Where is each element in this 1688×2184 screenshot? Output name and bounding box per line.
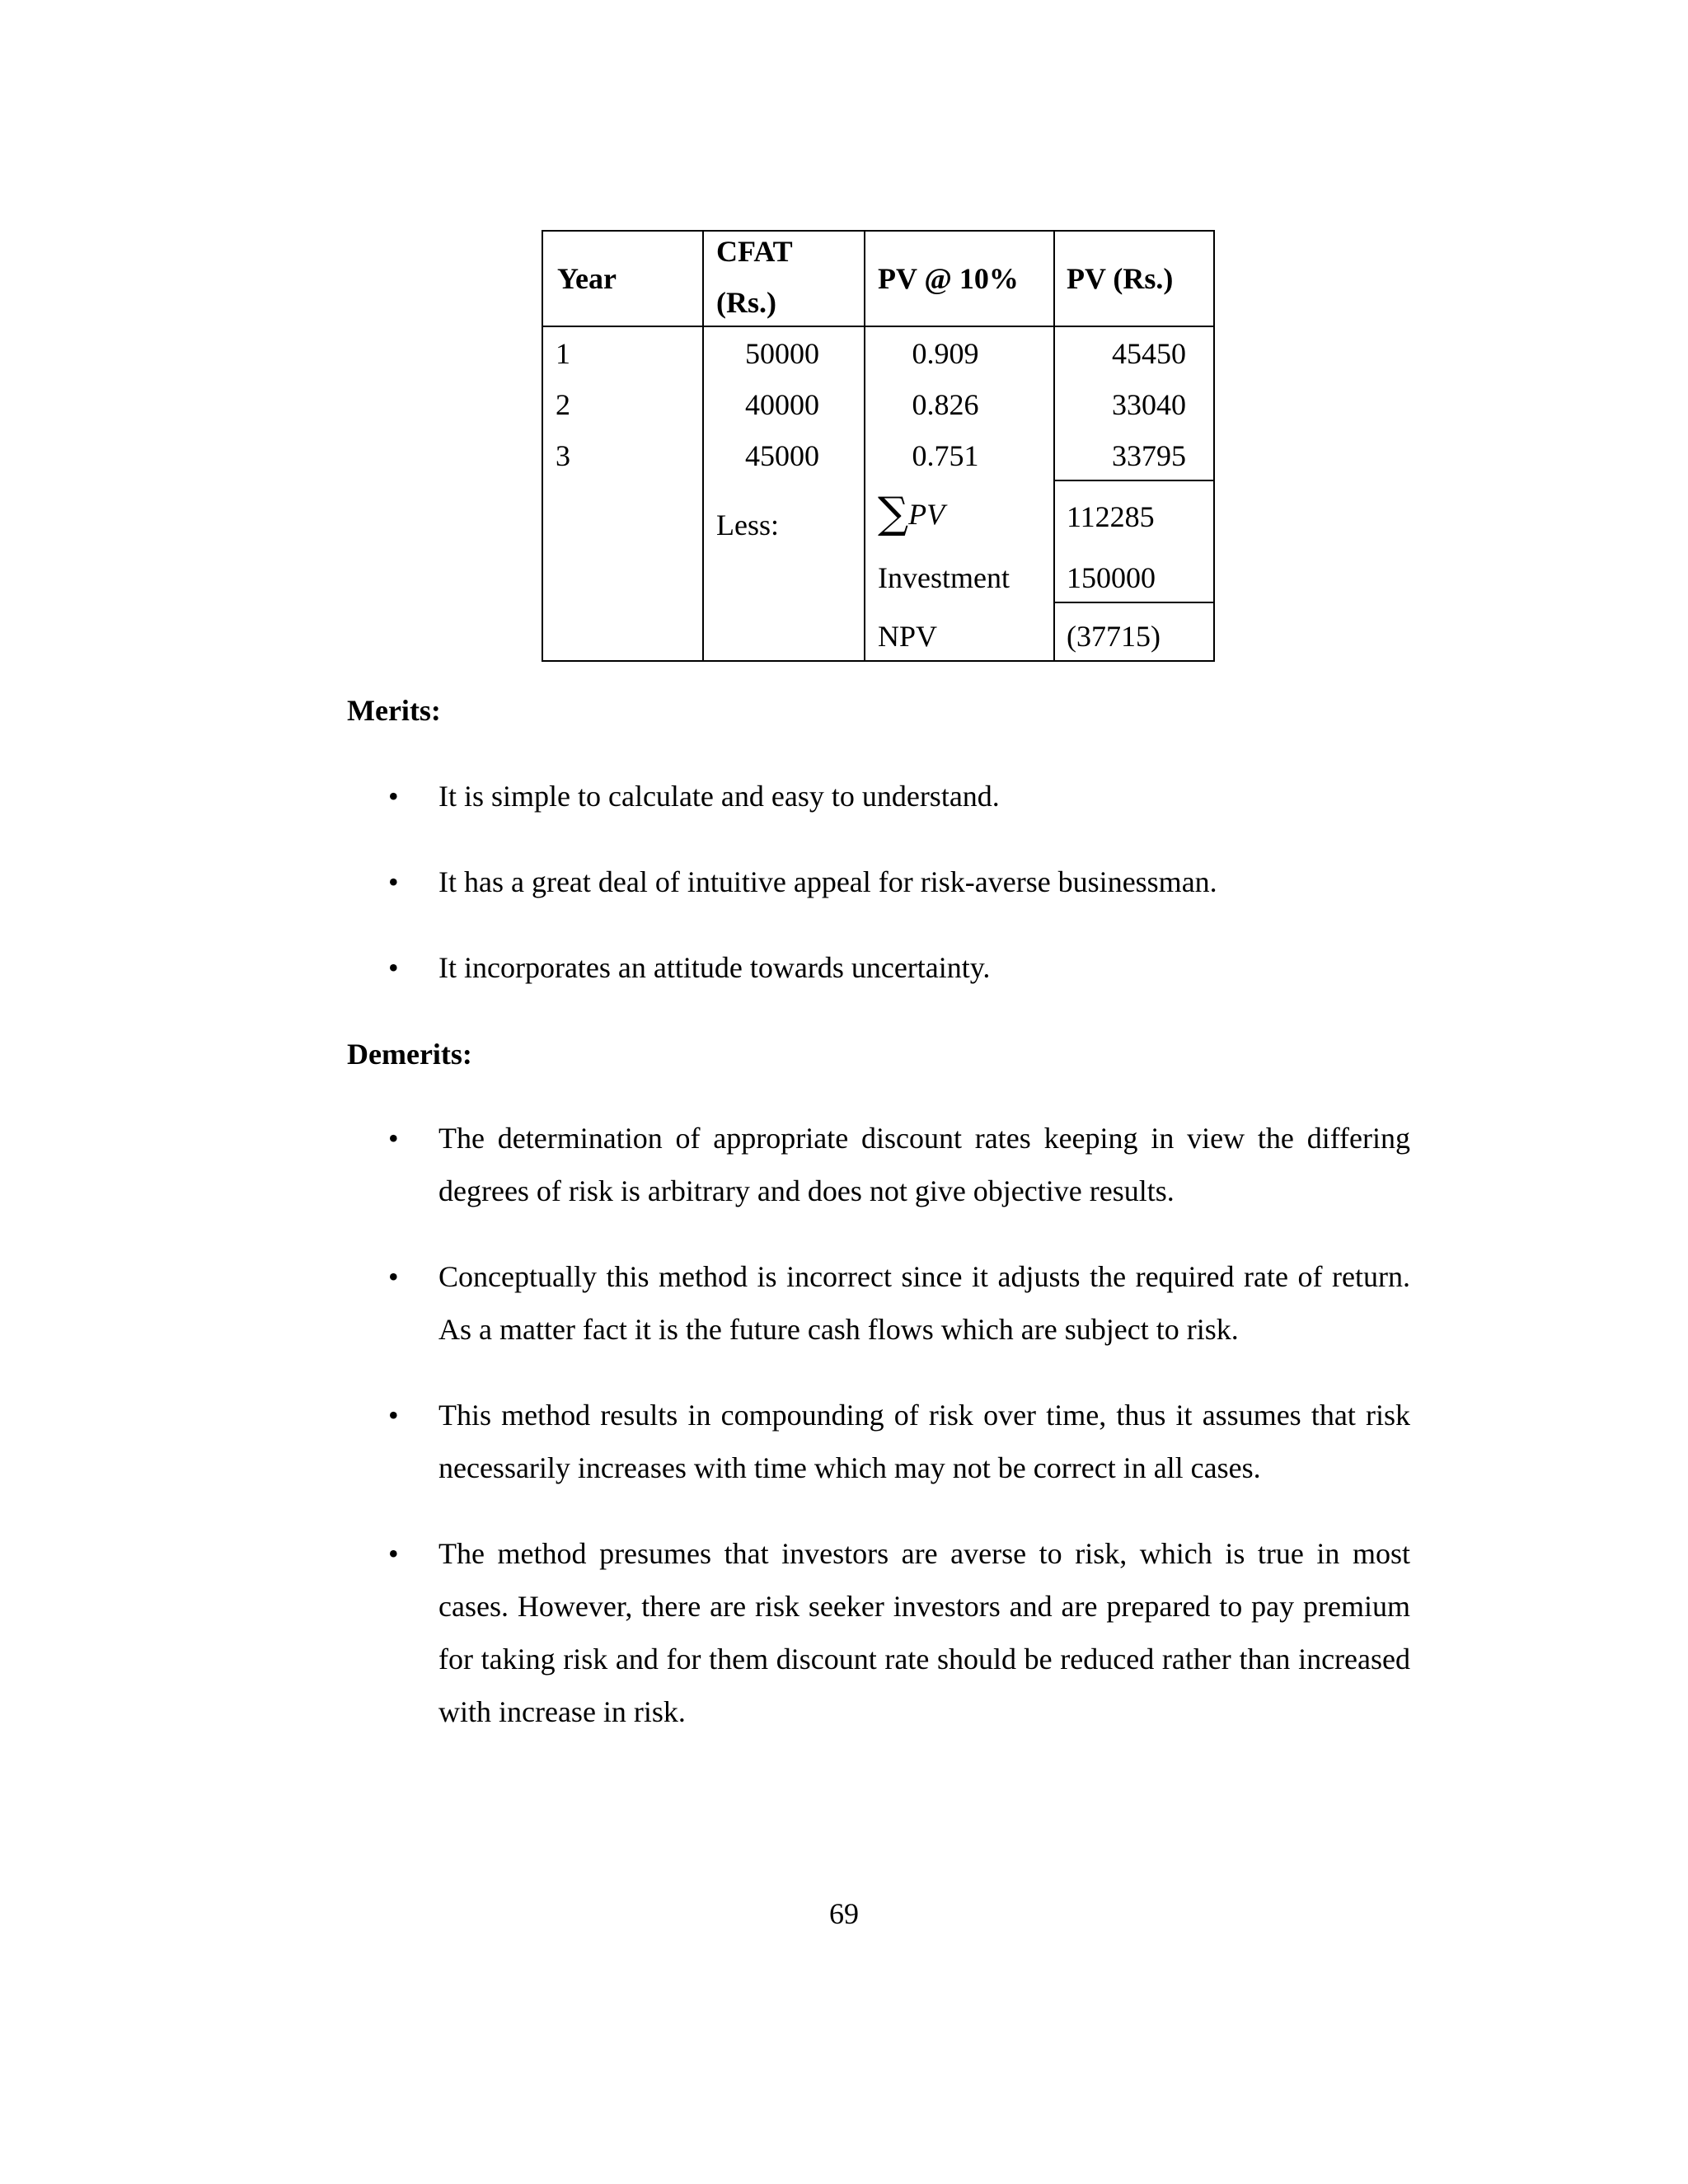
- merit-text: It has a great deal of intuitive appeal for risk-averse businessman.: [438, 865, 1217, 898]
- bullet-icon: •: [388, 1122, 399, 1155]
- sum-pv-label: [878, 487, 945, 541]
- merit-text: It is simple to calculate and easy to understand.: [438, 780, 1000, 813]
- npv-table: [542, 230, 1215, 662]
- bullet-icon: •: [388, 1537, 399, 1570]
- bullet-icon: •: [388, 1260, 399, 1293]
- page-number: 69: [829, 1897, 859, 1930]
- sum-pv-text: PV: [908, 498, 945, 531]
- row-pv-amount: 33795: [1112, 439, 1186, 472]
- merits-heading: Merits:: [347, 694, 441, 727]
- demerit-text: The method presumes that investors are averse to risk, which is true in most cases. However, there are risk seeker investors and are prepared to pay premium for taking risk and for them discount rate should be reduced rather than increased with increase in risk.: [438, 1537, 1410, 1728]
- row-pv-amount: 45450: [1112, 337, 1186, 370]
- header-year: Year: [557, 262, 617, 295]
- bullet-icon: •: [388, 1399, 399, 1432]
- demerit-text: Conceptually this method is incorrect since it adjusts the required rate of return. As a matter fact it is the future cash flows which are subject to risk.: [438, 1260, 1410, 1346]
- row-cfat: 40000: [745, 388, 819, 421]
- demerit-text: The determination of appropriate discount rates keeping in view the differing degrees of risk is arbitrary and does not give objective results.: [438, 1122, 1410, 1207]
- row-cfat: 45000: [745, 439, 819, 472]
- header-cfat: CFAT: [716, 235, 793, 268]
- header-pv-amount: PV (Rs.): [1067, 262, 1174, 295]
- npv-value: (37715): [1067, 620, 1160, 653]
- sum-pv-value: 112285: [1067, 500, 1155, 533]
- bullet-icon: •: [388, 951, 399, 984]
- demerits-heading: Demerits:: [347, 1038, 472, 1071]
- merit-text: It incorporates an attitude towards uncertainty.: [438, 951, 991, 984]
- header-cfat-unit: (Rs.): [716, 286, 776, 319]
- row-year: 3: [556, 439, 570, 472]
- npv-label: NPV: [878, 620, 938, 653]
- row-pv-factor: 0.826: [912, 388, 979, 421]
- bullet-icon: •: [388, 865, 399, 898]
- row-year: 2: [556, 388, 570, 421]
- row-cfat: 50000: [745, 337, 819, 370]
- row-pv-factor: 0.751: [912, 439, 979, 472]
- demerit-text: This method results in compounding of risk over time, thus it assumes that risk necessarily increases with time which may not be correct in all cases.: [438, 1399, 1410, 1484]
- row-year: 1: [556, 337, 570, 370]
- sigma-symbol: ∑: [878, 489, 909, 538]
- investment-value: 150000: [1067, 561, 1156, 594]
- bullet-icon: •: [388, 780, 399, 813]
- investment-label: Investment: [878, 561, 1010, 594]
- row-pv-factor: 0.909: [912, 337, 979, 370]
- header-pv-factor: PV @ 10%: [878, 262, 1019, 295]
- less-label: Less:: [716, 509, 779, 541]
- row-pv-amount: 33040: [1112, 388, 1186, 421]
